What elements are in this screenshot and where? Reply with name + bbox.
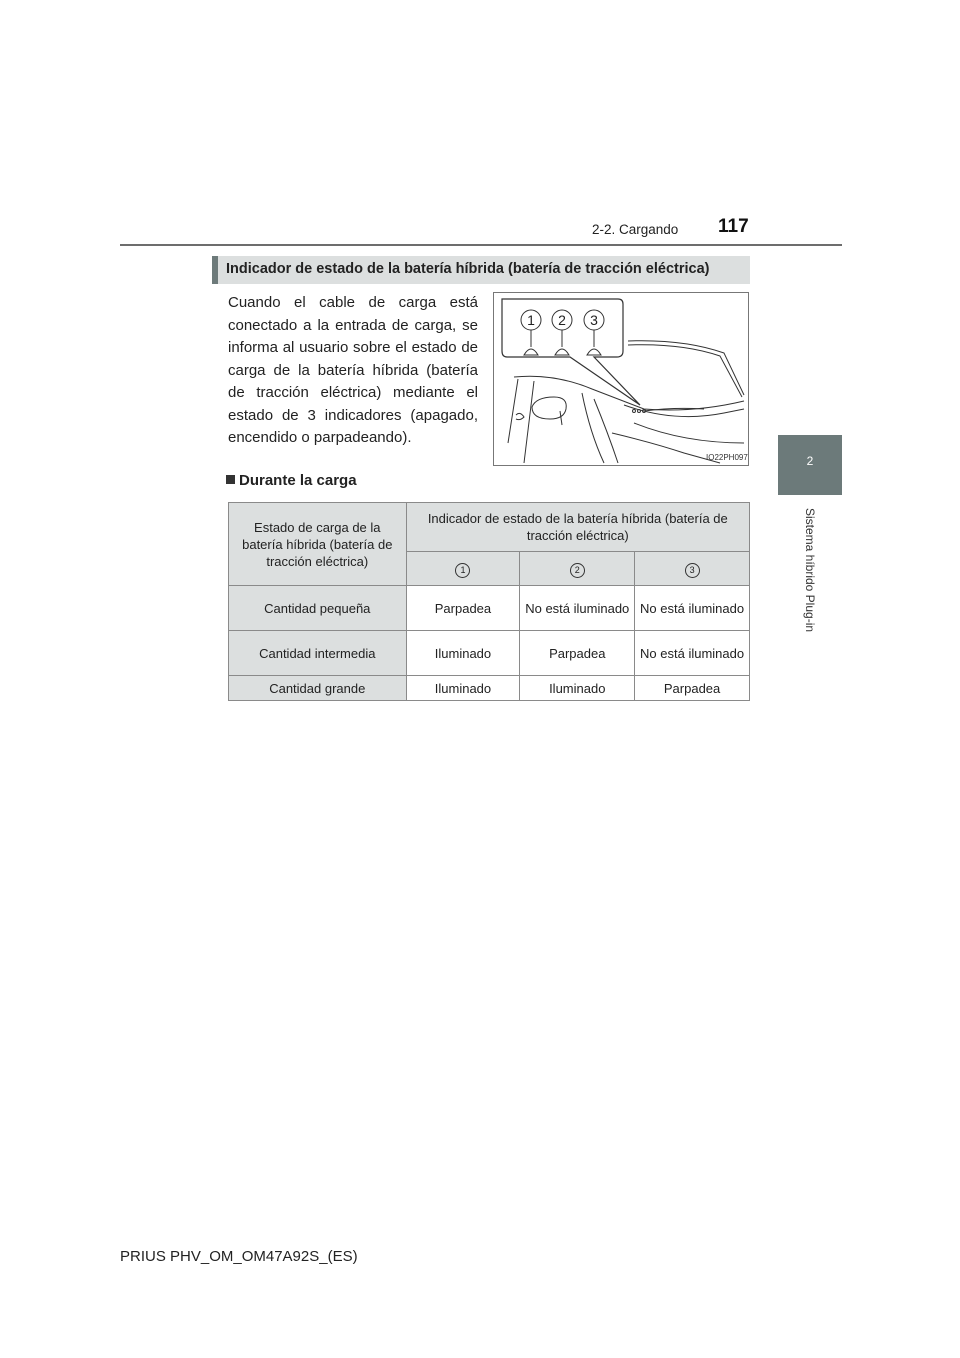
callout-3: 3 xyxy=(590,312,598,328)
page-number: 117 xyxy=(718,216,749,237)
indicator-1-label: 1 xyxy=(455,563,470,578)
figure-code: IO22PH097 xyxy=(706,453,748,462)
table-cell: No está iluminado xyxy=(635,586,750,631)
callout-1: 1 xyxy=(527,312,535,328)
callout-2: 2 xyxy=(558,312,566,328)
square-bullet-icon xyxy=(226,475,235,484)
table-cell: Iluminado xyxy=(406,676,520,701)
subsection-title-text: Durante la carga xyxy=(239,472,357,489)
header-charge-state: Estado de carga de la batería híbrida (batería de tracción eléctrica) xyxy=(229,503,407,586)
car-dashboard-drawing xyxy=(494,293,748,465)
header-indicator-group: Indicador de estado de la batería híbrida (batería de tracción eléctrica) xyxy=(406,503,749,552)
header-indicator-2 xyxy=(520,552,635,586)
table-row xyxy=(229,586,750,631)
table-cell: No está iluminado xyxy=(520,586,635,631)
table-cell: Iluminado xyxy=(406,631,520,676)
table-cell: Iluminado xyxy=(520,676,635,701)
table-row xyxy=(229,676,750,701)
body-paragraph: Cuando el cable de carga está conectado a la entrada de carga, se informa al usuario sobre el estado de carga de la batería híbrida (batería de tracción eléctrica) mediante el estado de 3 indicadores (apagado, encendido o parpadeando). xyxy=(228,294,478,446)
section-heading-text: Indicador de estado de la batería híbrida (batería de tracción eléctrica) xyxy=(226,261,710,277)
charging-indicator-illustration xyxy=(493,292,749,466)
header-indicator-3 xyxy=(635,552,750,586)
subsection-title xyxy=(226,472,357,489)
running-header-section: 2-2. Cargando xyxy=(592,222,679,237)
header-rule xyxy=(120,244,842,246)
table-cell: Parpadea xyxy=(406,586,520,631)
chapter-number: 2 xyxy=(806,454,814,468)
chapter-tab xyxy=(778,435,842,495)
row-label: Cantidad intermedia xyxy=(229,631,407,676)
row-label: Cantidad pequeña xyxy=(229,586,407,631)
charge-status-table xyxy=(228,502,750,701)
header-indicator-1 xyxy=(406,552,520,586)
table-cell: Parpadea xyxy=(520,631,635,676)
indicator-2-label: 2 xyxy=(570,563,585,578)
indicator-3-label: 3 xyxy=(685,563,700,578)
row-label: Cantidad grande xyxy=(229,676,407,701)
document-id: PRIUS PHV_OM_OM47A92S_(ES) xyxy=(120,1248,358,1265)
table-cell: No está iluminado xyxy=(635,631,750,676)
heading-accent xyxy=(212,256,218,284)
section-heading xyxy=(212,256,750,284)
table-header-row xyxy=(229,503,750,552)
table-cell: Parpadea xyxy=(635,676,750,701)
table-row xyxy=(229,631,750,676)
chapter-title: Sistema híbrido Plug-in xyxy=(803,507,817,633)
